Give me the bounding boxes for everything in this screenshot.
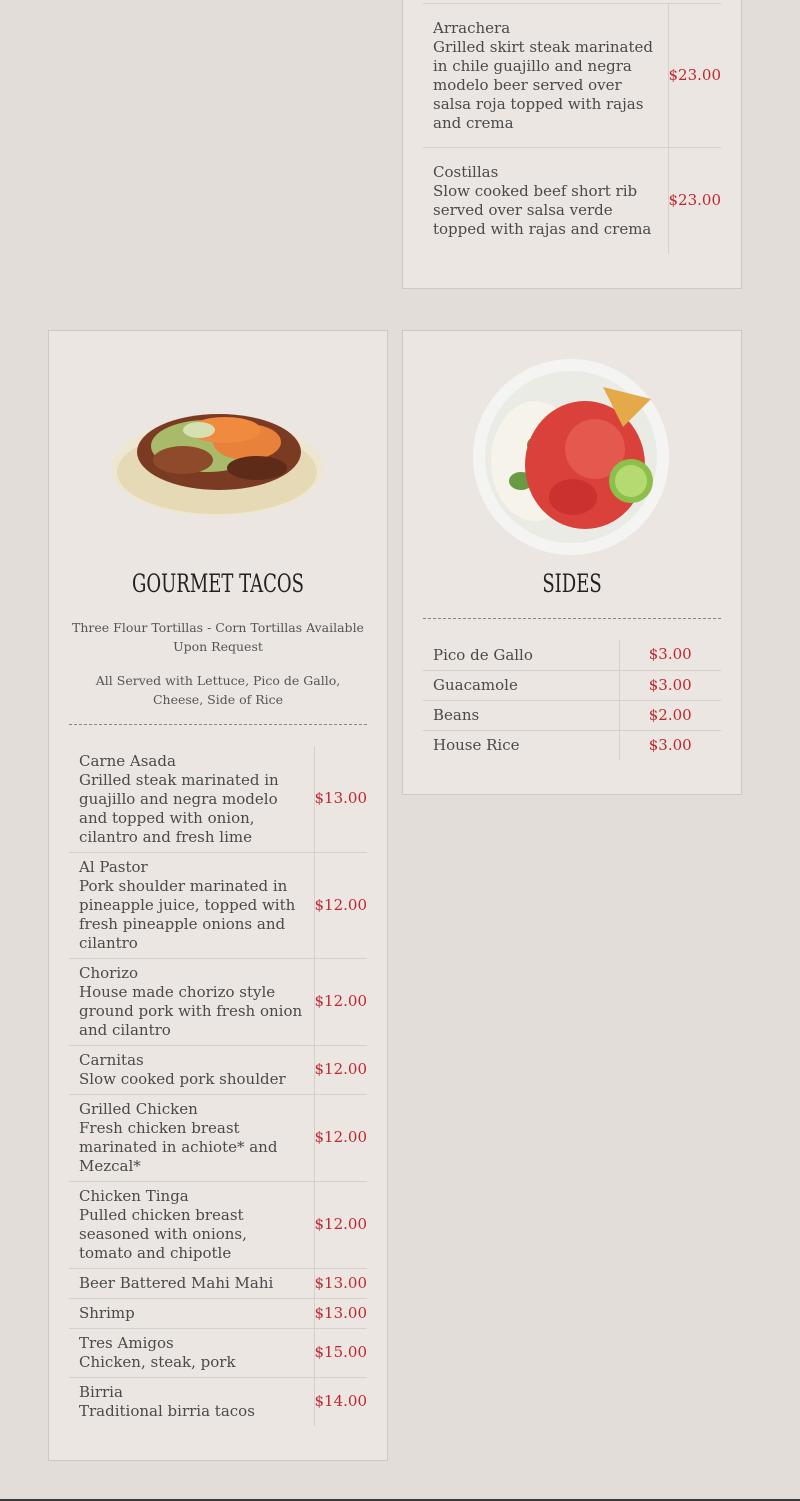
item-price: $15.00 — [314, 1328, 367, 1377]
menu-item-row — [69, 1094, 367, 1181]
tortilla-note: Three Flour Tortillas - Corn Tortillas Available Upon Request — [72, 620, 364, 654]
menu-item-row — [423, 4, 721, 148]
menu-item-row — [69, 1328, 367, 1377]
item-name: Pico de Gallo — [423, 640, 619, 670]
menu-card-specialties — [402, 0, 742, 289]
menu-item-row — [423, 640, 721, 670]
item-name: Tres Amigos — [79, 1334, 174, 1352]
item-name: Chicken Tinga — [79, 1187, 189, 1205]
menu-item-row — [69, 1045, 367, 1094]
item-name: Carne Asada — [79, 751, 176, 770]
menu-card-gourmet-tacos — [48, 330, 388, 1461]
menu-item-row — [423, 670, 721, 700]
item-name: Guacamole — [423, 670, 619, 700]
menu-item-row — [69, 1377, 367, 1426]
menu-item-row — [423, 700, 721, 730]
item-name: Beans — [423, 700, 619, 730]
item-description: Chicken, steak, pork — [79, 1353, 236, 1371]
menu-item-row — [423, 148, 721, 254]
item-name: Birria — [79, 1383, 123, 1402]
item-price: $13.00 — [314, 1298, 367, 1328]
taco-photo — [107, 386, 327, 526]
menu-item-row — [69, 1181, 367, 1268]
menu-table — [423, 3, 721, 254]
item-description: Pork shoulder marinated in pineapple juice, topped with fresh pineapple onions and cilantro — [79, 877, 296, 952]
item-price: $3.00 — [619, 670, 721, 700]
section-title: SIDES — [542, 569, 602, 598]
item-name: Grilled Chicken — [79, 1100, 198, 1118]
item-name: House Rice — [423, 730, 619, 760]
section-divider — [423, 618, 721, 619]
item-price: $13.00 — [314, 789, 367, 808]
sides-photo — [473, 357, 673, 557]
item-description: Grilled steak marinated in guajillo and negra modelo and topped with onion, cilantro and fresh lime — [79, 770, 279, 846]
menu-item-row — [423, 730, 721, 760]
item-description: Slow cooked beef short rib served over salsa verde topped with rajas and crema — [433, 182, 652, 239]
menu-card-sides — [402, 330, 742, 795]
menu-item-row — [69, 958, 367, 1045]
item-name: Arrachera — [433, 19, 511, 37]
item-name: Shrimp — [79, 1304, 135, 1322]
menu-item-row — [69, 746, 367, 852]
menu-item-row — [69, 852, 367, 958]
item-price: $3.00 — [648, 645, 692, 664]
item-price: $2.00 — [619, 700, 721, 730]
item-price: $3.00 — [619, 730, 721, 760]
menu-item-row — [69, 1298, 367, 1328]
item-price: $12.00 — [314, 1045, 367, 1094]
menu-item-row — [69, 1268, 367, 1298]
item-price: $12.00 — [314, 1181, 367, 1268]
item-name: Carnitas — [79, 1051, 144, 1069]
section-divider — [69, 724, 367, 725]
item-description: Traditional birria tacos — [79, 1402, 255, 1421]
served-with-note: All Served with Lettuce, Pico de Gallo, Cheese, Side of Rice — [95, 673, 341, 707]
item-name: Al Pastor — [79, 858, 148, 876]
item-price: $12.00 — [314, 1094, 367, 1181]
item-description: Pulled chicken breast seasoned with onions, tomato and chipotle — [79, 1206, 247, 1262]
item-description: Slow cooked pork shoulder — [79, 1070, 286, 1088]
item-name: Chorizo — [79, 964, 139, 982]
item-price: $12.00 — [314, 958, 367, 1045]
item-price: $12.00 — [314, 852, 367, 958]
item-price: $23.00 — [668, 148, 721, 254]
item-description: Fresh chicken breast marinated in achiote* and Mezcal* — [79, 1119, 278, 1175]
item-description: Grilled skirt steak marinated in chile guajillo and negra modelo beer served over salsa roja topped with rajas and crema — [433, 38, 653, 132]
item-price: $23.00 — [668, 4, 721, 148]
item-name: Costillas — [433, 163, 499, 182]
item-price: $14.00 — [314, 1377, 367, 1426]
item-price: $13.00 — [314, 1268, 367, 1298]
item-description: House made chorizo style ground pork with fresh onion and cilantro — [79, 983, 303, 1039]
item-name: Beer Battered Mahi Mahi — [79, 1274, 274, 1292]
menu-table — [69, 746, 367, 1426]
menu-table — [423, 640, 721, 760]
section-title: GOURMET TACOS — [131, 569, 305, 598]
